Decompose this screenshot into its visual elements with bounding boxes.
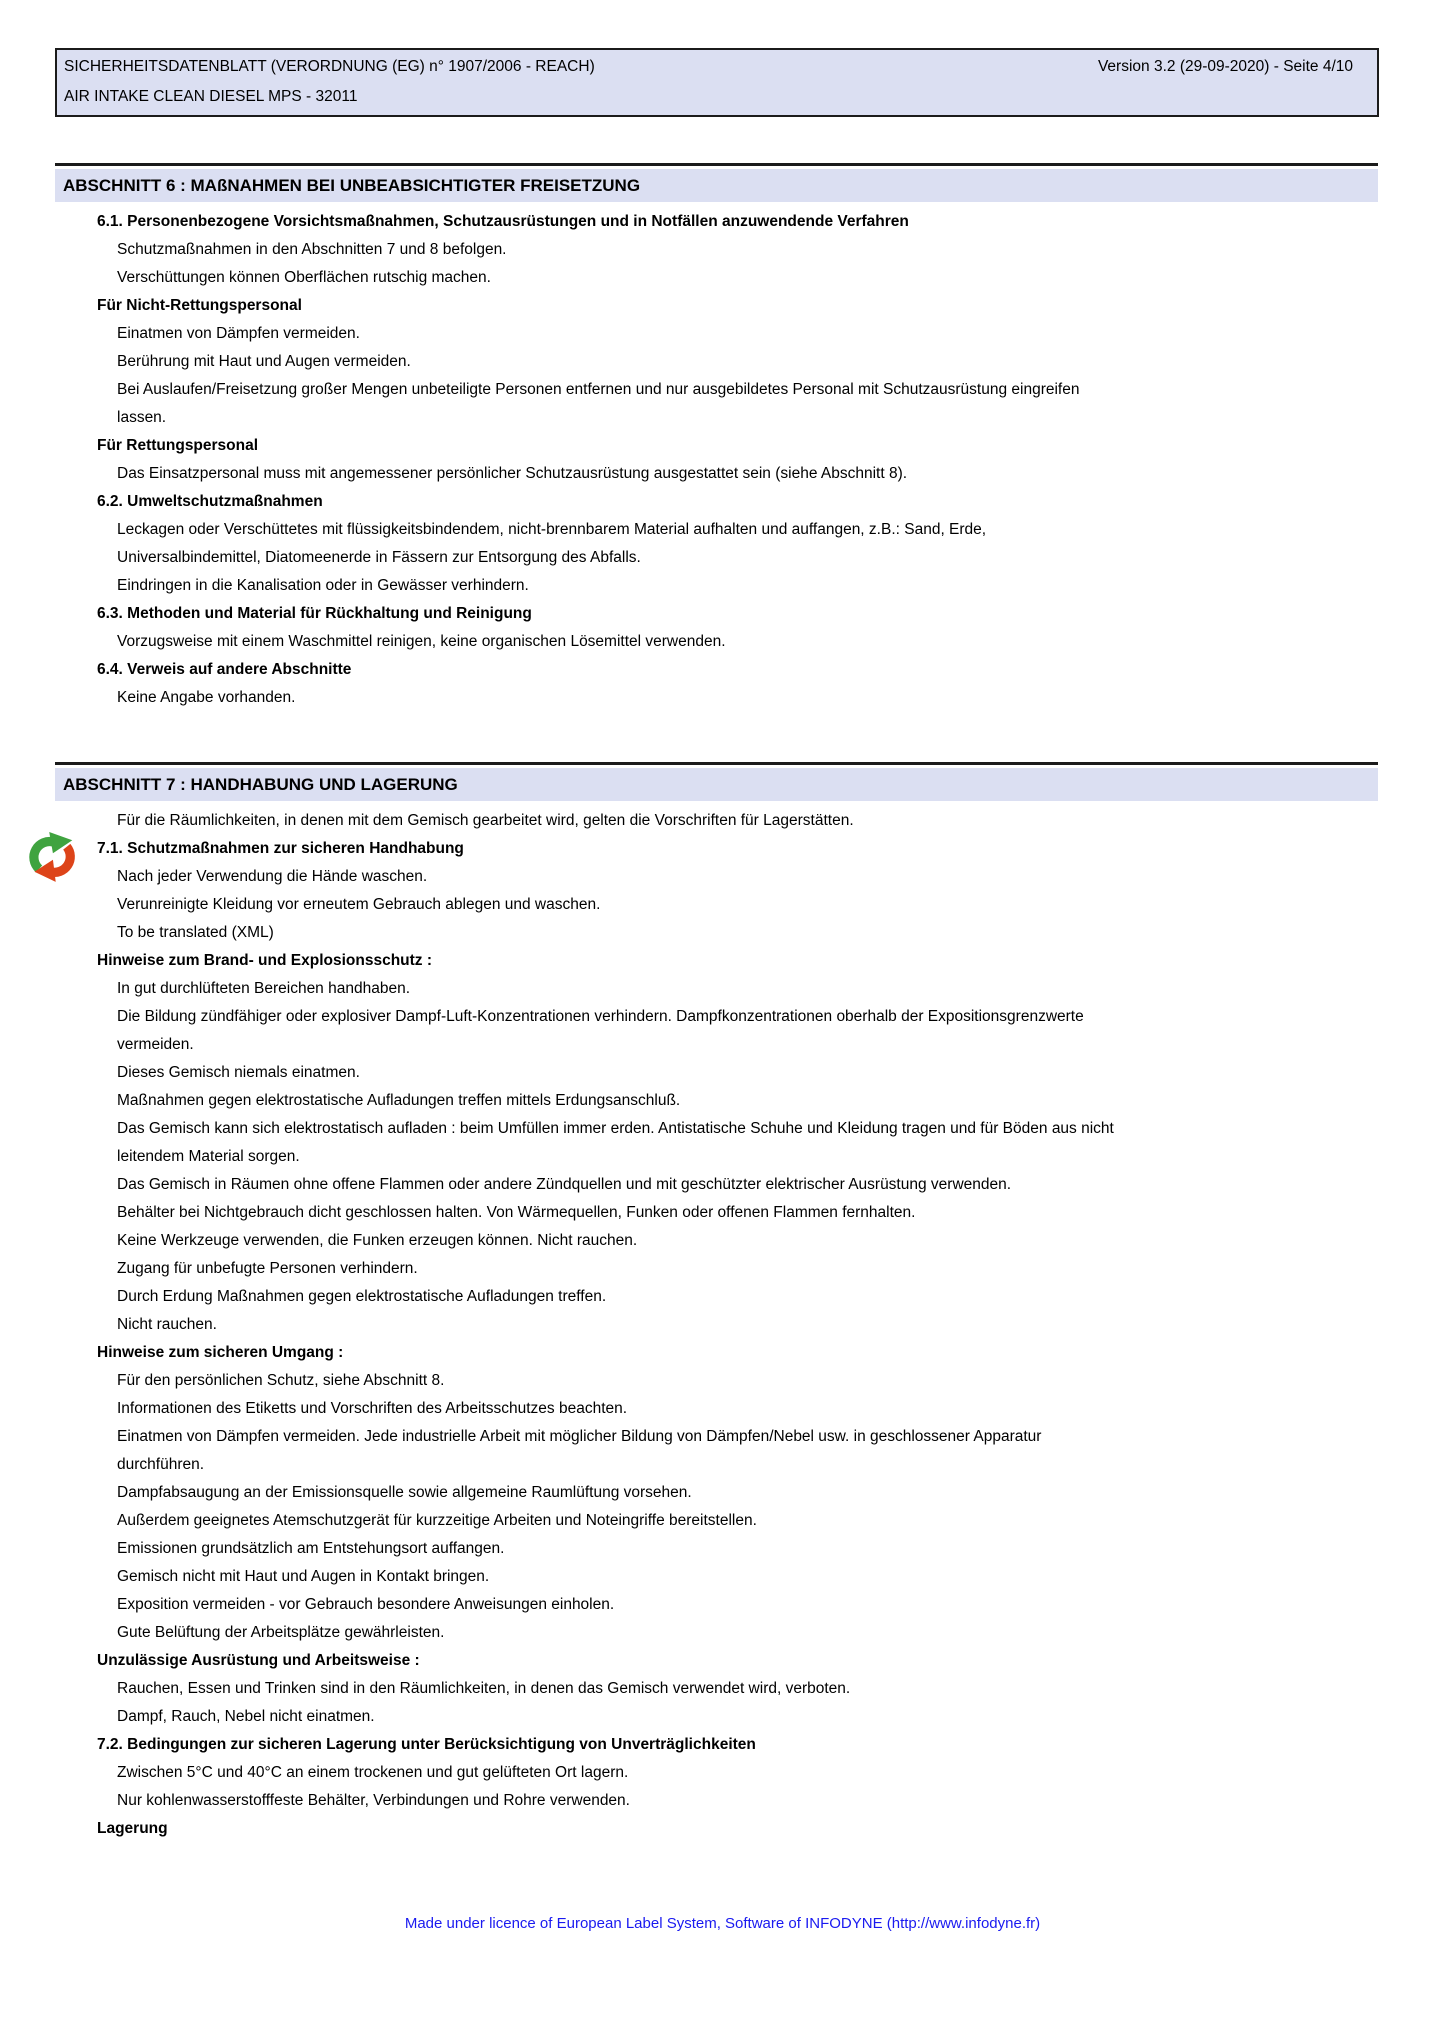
body-line xyxy=(55,863,1378,891)
body-line xyxy=(55,572,1378,600)
section-top-rule xyxy=(55,762,1378,765)
body-line xyxy=(55,1479,1378,1507)
body-line xyxy=(55,1675,1378,1703)
line-text: Vorzugsweise mit einem Waschmittel reinigen, keine organischen Lösemittel verwenden. xyxy=(117,633,726,650)
line-text: Eindringen in die Kanalisation oder in Gewässer verhindern. xyxy=(117,577,529,594)
line-text: leitendem Material sorgen. xyxy=(117,1148,300,1165)
body-line xyxy=(55,1423,1378,1451)
document-content xyxy=(55,163,1378,1893)
line-text: Leckagen oder Verschüttetes mit flüssigkeitsbindendem, nicht-brennbarem Material aufhalten und auffangen, z.B.: Sand, Erde, xyxy=(117,521,987,538)
product-name: AIR INTAKE CLEAN DIESEL MPS - 32011 xyxy=(64,88,358,105)
body-line xyxy=(55,1115,1378,1143)
body-line xyxy=(55,264,1378,292)
line-text: Keine Angabe vorhanden. xyxy=(117,689,296,706)
body-line xyxy=(55,1059,1378,1087)
bold-subheading xyxy=(55,1339,1378,1367)
section-title: ABSCHNITT 6 : MAßNAHMEN BEI UNBEABSICHTIGTER FREISETZUNG xyxy=(63,175,641,195)
subsection-heading xyxy=(55,488,1378,516)
line-text: Behälter bei Nichtgebrauch dicht geschlossen halten. Von Wärmequellen, Funken oder offenen Flammen fernhalten. xyxy=(117,1204,916,1221)
line-text: vermeiden. xyxy=(117,1036,194,1053)
body-line xyxy=(55,684,1378,712)
bold-subheading xyxy=(55,947,1378,975)
section-title: ABSCHNITT 7 : HANDHABUNG UND LAGERUNG xyxy=(63,774,458,794)
body-line xyxy=(55,1227,1378,1255)
line-text: Nur kohlenwasserstofffeste Behälter, Verbindungen und Rohre verwenden. xyxy=(117,1792,630,1809)
line-text: Verunreinigte Kleidung vor erneutem Gebrauch ablegen und waschen. xyxy=(117,896,601,913)
body-line xyxy=(55,1787,1378,1815)
line-text: 7.2. Bedingungen zur sicheren Lagerung unter Berücksichtigung von Unverträglichkeiten xyxy=(97,1736,756,1753)
line-text: In gut durchlüfteten Bereichen handhaben. xyxy=(117,980,411,997)
line-text: Dampfabsaugung an der Emissionsquelle sowie allgemeine Raumlüftung vorsehen. xyxy=(117,1484,692,1501)
body-line xyxy=(55,404,1378,432)
line-text: Berührung mit Haut und Augen vermeiden. xyxy=(117,353,411,370)
line-text: Zwischen 5°C und 40°C an einem trockenen und gut gelüfteten Ort lagern. xyxy=(117,1764,629,1781)
body-line xyxy=(55,376,1378,404)
line-text: Für die Räumlichkeiten, in denen mit dem Gemisch gearbeitet wird, gelten die Vorschriften für Lagerstätten. xyxy=(117,812,854,829)
line-text: 6.3. Methoden und Material für Rückhaltung und Reinigung xyxy=(97,605,532,622)
body-line xyxy=(55,236,1378,264)
line-text: Dampf, Rauch, Nebel nicht einatmen. xyxy=(117,1708,375,1725)
line-text: Lagerung xyxy=(97,1820,168,1837)
body-line xyxy=(55,1255,1378,1283)
document-title: SICHERHEITSDATENBLATT (VERORDNUNG (EG) n° 1907/2006 - REACH) xyxy=(64,58,595,75)
body-line xyxy=(55,1143,1378,1171)
body-line xyxy=(55,919,1378,947)
line-text: Nicht rauchen. xyxy=(117,1316,217,1333)
line-text: Für den persönlichen Schutz, siehe Abschnitt 8. xyxy=(117,1372,445,1389)
section-header-bar xyxy=(55,169,1378,202)
body-line xyxy=(55,1087,1378,1115)
line-text: Emissionen grundsätzlich am Entstehungsort auffangen. xyxy=(117,1540,505,1557)
body-line xyxy=(55,1367,1378,1395)
body-line xyxy=(55,1759,1378,1787)
bold-subheading xyxy=(55,1815,1378,1843)
line-text: Außerdem geeignetes Atemschutzgerät für kurzzeitige Arbeiten und Noteingriffe bereitstellen. xyxy=(117,1512,757,1529)
body-line xyxy=(55,807,1378,835)
line-text: Dieses Gemisch niemals einatmen. xyxy=(117,1064,360,1081)
subsection-heading xyxy=(55,208,1378,236)
body-line xyxy=(55,544,1378,572)
line-text: 6.1. Personenbezogene Vorsichtsmaßnahmen, Schutzausrüstungen und in Notfällen anzuwendende Verfahren xyxy=(97,213,909,230)
line-text: To be translated (XML) xyxy=(117,924,274,941)
line-text: Einatmen von Dämpfen vermeiden. xyxy=(117,325,360,342)
line-text: Universalbindemittel, Diatomeenerde in Fässern zur Entsorgung des Abfalls. xyxy=(117,549,641,566)
section-7 xyxy=(55,762,1378,1843)
line-text: Nach jeder Verwendung die Hände waschen. xyxy=(117,868,428,885)
subsection-heading xyxy=(55,835,1378,863)
line-text: Das Einsatzpersonal muss mit angemessener persönlicher Schutzausrüstung ausgestattet sein (siehe Abschnitt 8). xyxy=(117,465,908,482)
bold-subheading xyxy=(55,432,1378,460)
subsection-heading xyxy=(55,656,1378,684)
line-text: Keine Werkzeuge verwenden, die Funken erzeugen können. Nicht rauchen. xyxy=(117,1232,638,1249)
line-text: Das Gemisch in Räumen ohne offene Flammen oder andere Zündquellen und mit geschützter elektrischer Ausrüstung verwenden. xyxy=(117,1176,1012,1193)
line-text: Hinweise zum Brand- und Explosionsschutz : xyxy=(97,952,433,969)
section-body xyxy=(55,202,1378,712)
bold-subheading xyxy=(55,292,1378,320)
body-line xyxy=(55,460,1378,488)
line-text: Exposition vermeiden - vor Gebrauch besondere Anweisungen einholen. xyxy=(117,1596,615,1613)
body-line xyxy=(55,1507,1378,1535)
line-text: Zugang für unbefugte Personen verhindern. xyxy=(117,1260,418,1277)
body-line xyxy=(55,320,1378,348)
body-line xyxy=(55,1003,1378,1031)
line-text: Rauchen, Essen und Trinken sind in den Räumlichkeiten, in denen das Gemisch verwendet wird, verboten. xyxy=(117,1680,851,1697)
line-text: Für Rettungspersonal xyxy=(97,437,259,454)
line-text: Durch Erdung Maßnahmen gegen elektrostatische Aufladungen treffen. xyxy=(117,1288,607,1305)
line-text: Das Gemisch kann sich elektrostatisch aufladen : beim Umfüllen immer erden. Antistatische Schuhe und Kleidung tragen und für Böden aus nicht xyxy=(117,1120,1114,1137)
line-text: Bei Auslaufen/Freisetzung großer Mengen unbeteiligte Personen entfernen und nur ausgebildetes Personal mit Schutzausrüstung eingreifen xyxy=(117,381,1080,398)
body-line xyxy=(55,1395,1378,1423)
section-header-bar xyxy=(55,768,1378,801)
line-text: Die Bildung zündfähiger oder explosiver Dampf-Luft-Konzentrationen verhindern. Dampfkonzentrationen oberhalb der Expositionsgrenzwerte xyxy=(117,1008,1084,1025)
line-text: Gute Belüftung der Arbeitsplätze gewährleisten. xyxy=(117,1624,445,1641)
line-text: Schutzmaßnahmen in den Abschnitten 7 und 8 befolgen. xyxy=(117,241,507,258)
subsection-heading xyxy=(55,1731,1378,1759)
line-text: 6.4. Verweis auf andere Abschnitte xyxy=(97,661,352,678)
line-text: 7.1. Schutzmaßnahmen zur sicheren Handhabung xyxy=(97,840,464,857)
body-line xyxy=(55,1451,1378,1479)
line-text: 6.2. Umweltschutzmaßnahmen xyxy=(97,493,323,510)
document-header xyxy=(55,48,1379,117)
body-line xyxy=(55,628,1378,656)
body-line xyxy=(55,1563,1378,1591)
line-text: durchführen. xyxy=(117,1456,205,1473)
body-line xyxy=(55,1619,1378,1647)
body-line xyxy=(55,1311,1378,1339)
line-text: Informationen des Etiketts und Vorschriften des Arbeitsschutzes beachten. xyxy=(117,1400,628,1417)
body-line xyxy=(55,516,1378,544)
line-text: Maßnahmen gegen elektrostatische Aufladungen treffen mittels Erdungsanschluß. xyxy=(117,1092,681,1109)
line-text: Verschüttungen können Oberflächen rutschig machen. xyxy=(117,269,491,286)
footer-licence-note: Made under licence of European Label System, Software of INFODYNE (http://www.infodyne.fr) xyxy=(404,1915,1041,1932)
body-line xyxy=(55,1591,1378,1619)
line-text: Unzulässige Ausrüstung und Arbeitsweise : xyxy=(97,1652,420,1669)
section-6 xyxy=(55,163,1378,712)
section-body xyxy=(55,801,1378,1843)
body-line xyxy=(55,1171,1378,1199)
subsection-heading xyxy=(55,600,1378,628)
body-line xyxy=(55,1199,1378,1227)
body-line xyxy=(55,1031,1378,1059)
version-page-info: Version 3.2 (29-09-2020) - Seite 4/10 xyxy=(1097,58,1353,75)
body-line xyxy=(55,1283,1378,1311)
body-line xyxy=(55,348,1378,376)
section-top-rule xyxy=(55,163,1378,166)
line-text: Hinweise zum sicheren Umgang : xyxy=(97,1344,344,1361)
body-line xyxy=(55,975,1378,1003)
line-text: lassen. xyxy=(117,409,167,426)
bold-subheading xyxy=(55,1647,1378,1675)
line-text: Einatmen von Dämpfen vermeiden. Jede industrielle Arbeit mit möglicher Bildung von Dämpfen/Nebel usw. in geschlossener Apparatur xyxy=(117,1428,1042,1445)
body-line xyxy=(55,1535,1378,1563)
body-line xyxy=(55,1703,1378,1731)
line-text: Gemisch nicht mit Haut und Augen in Kontakt bringen. xyxy=(117,1568,490,1585)
body-line xyxy=(55,891,1378,919)
line-text: Für Nicht-Rettungspersonal xyxy=(97,297,302,314)
